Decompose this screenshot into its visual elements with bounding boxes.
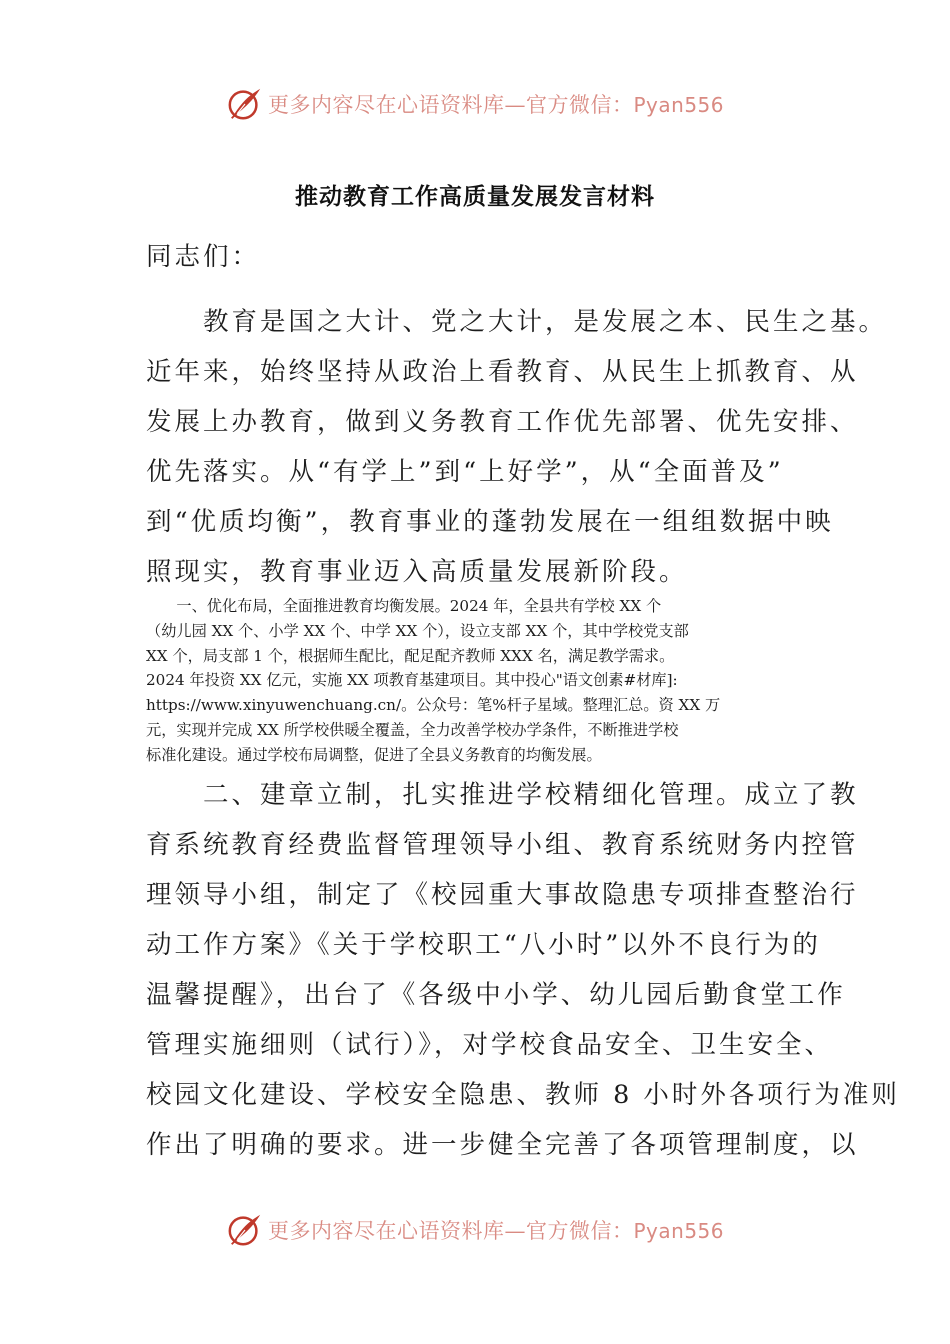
text-line: 近年来，始终坚持从政治上看教育、从民生上抓教育、从 bbox=[146, 357, 859, 387]
quill-logo-icon bbox=[226, 85, 264, 123]
footer-text: 更多内容尽在心语资料库—官方微信：Pyan556 bbox=[267, 1219, 724, 1243]
text-line: 理领导小组，制定了《校园重大事故隐患专项排查整治行 bbox=[146, 880, 859, 910]
text-line: 管理实施细则（试行）》，对学校食品安全、卫生安全、 bbox=[146, 1030, 834, 1060]
text-line: 2024 年投资 XX 亿元，实施 XX 项教育基建项目。其中投心"语文创素#材库]: bbox=[146, 671, 678, 690]
text-line: XX 个，局支部 1 个，根据师生配比，配足配齐教师 XXX 名，满足教学需求。 bbox=[146, 646, 675, 665]
text-line: 发展上办教育，做到义务教育工作优先部署、优先安排、 bbox=[146, 407, 859, 437]
text-line: （幼儿园 XX 个、小学 XX 个、中学 XX 个），设立支部 XX 个，其中学校党支部 bbox=[146, 621, 689, 640]
quill-logo-icon bbox=[226, 1211, 264, 1249]
text-line: 校园文化建设、学校安全隐患、教师 8 小时外各项行为准则 bbox=[146, 1080, 900, 1110]
text-line: 动工作方案》《关于学校职工“八小时”以外不良行为的 bbox=[146, 930, 821, 960]
text-line: 元，实现并完成 XX 所学校供暖全覆盖，全力改善学校办学条件，不断推进学校 bbox=[146, 720, 679, 739]
greeting: 同志们： bbox=[146, 242, 261, 272]
paragraph-layout bbox=[146, 594, 806, 768]
text-line: 优先落实。从“有学上”到“上好学”，从“全面普及” bbox=[146, 457, 784, 487]
text-line: 温馨提醒》，出台了《各级中小学、幼儿园后勤食堂工作 bbox=[146, 980, 846, 1010]
text-line: 育系统教育经费监督管理领导小组、教育系统财务内控管 bbox=[146, 830, 859, 860]
header-banner bbox=[0, 82, 950, 126]
document-title: 推动教育工作高质量发展发言材料 bbox=[295, 184, 655, 210]
text-line: https://www.xinyuwenchuang.cn/。公众号：笔%杆子星域。整理汇总。资 XX 万 bbox=[146, 696, 721, 715]
text-line: 标准化建设。通过学校布局调整，促进了全县义务教育的均衡发展。 bbox=[146, 745, 602, 764]
text-line: 照现实，教育事业迈入高质量发展新阶段。 bbox=[146, 557, 688, 587]
text-line: 教育是国之大计、党之大计，是发展之本、民生之基。 bbox=[146, 307, 888, 337]
footer-banner bbox=[0, 1208, 950, 1252]
paragraph-management bbox=[146, 770, 900, 1170]
text-line: 到“优质均衡”，教育事业的蓬勃发展在一组组数据中映 bbox=[146, 507, 834, 537]
text-line: 二、建章立制，扎实推进学校精细化管理。成立了教 bbox=[146, 780, 859, 810]
text-line: 一、优化布局，全面推进教育均衡发展。2024 年，全县共有学校 XX 个 bbox=[146, 597, 662, 615]
paragraph-intro bbox=[146, 297, 888, 597]
header-text: 更多内容尽在心语资料库—官方微信：Pyan556 bbox=[267, 93, 724, 117]
text-line: 作出了明确的要求。进一步健全完善了各项管理制度，以 bbox=[146, 1130, 859, 1160]
